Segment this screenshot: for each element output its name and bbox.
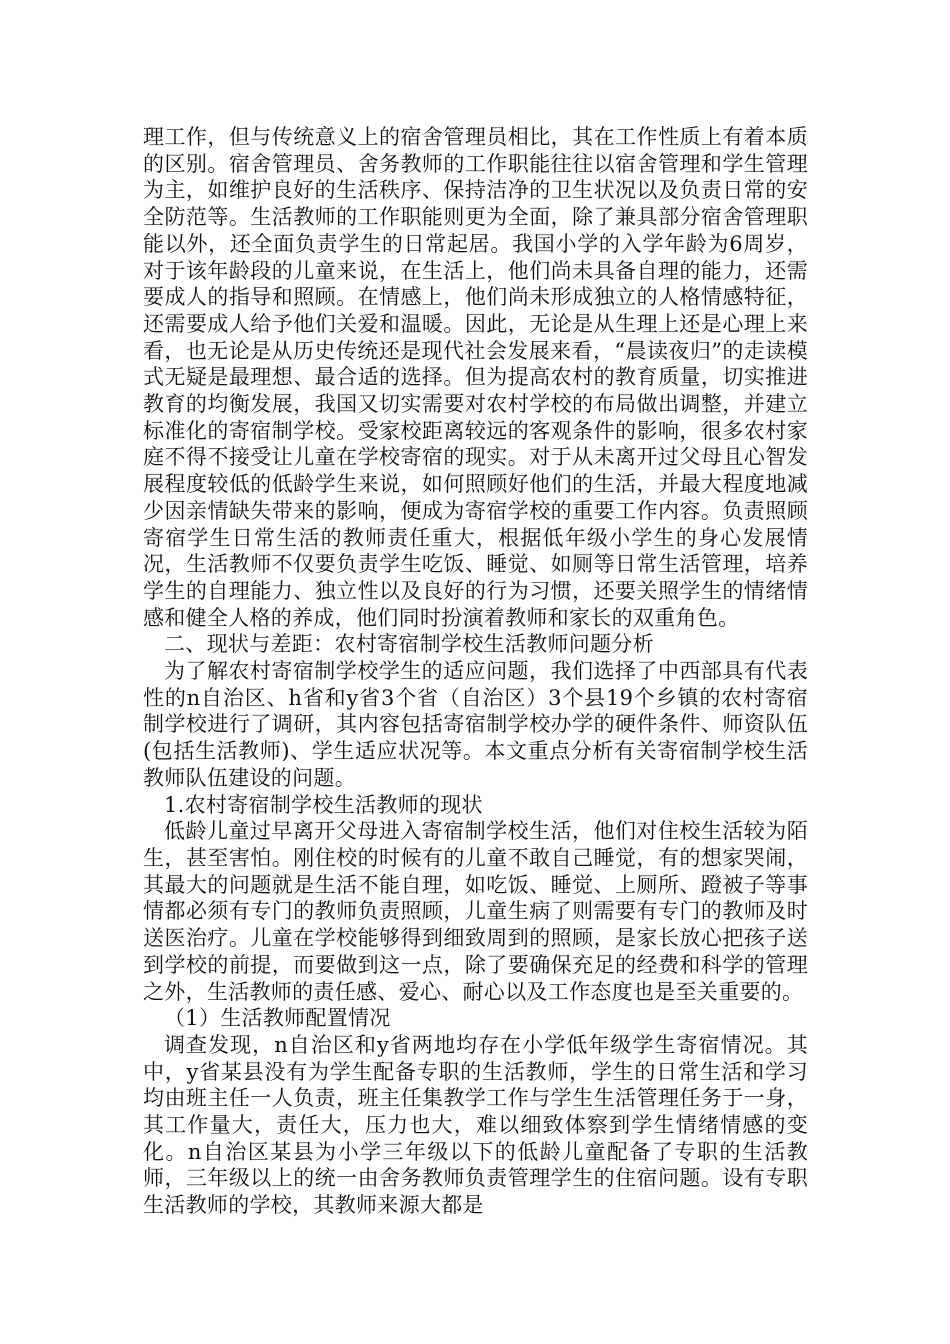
body-paragraph-1: 理工作，但与传统意义上的宿舍管理员相比，其在工作性质上有着本质的区别。宿舍管理员、舍务教师的工作职能往往以宿舍管理和学生管理为主，如维护良好的生活秩序、保持洁净的卫生状况以及负责日常的安全防范等。生活教师的工作职能则更为全面，除了兼具部分宿舍管理职能以外，还全面负责学生的日常起居。我国小学的入学年龄为6周岁，对于该年龄段的儿童来说，在生活上，他们尚未具备自理的能力，还需要成人的指导和照顾。在情感上，他们尚未形成独立的人格情感特征，还需要成人给予他们关爱和温暖。因此，无论是从生理上还是心理上来看，也无论是从历史传统还是现代社会发展来看，“晨读夜归”的走读模式无疑是最理想、最合适的选择。但为提高农村的教育质量，切实推进教育的均衡发展，我国又切实需要对农村学校的布局做出调整，并建立标准化的寄宿制学校。受家校距离较远的客观条件的影响，很多农村家庭不得不接受让儿童在学校寄宿的现实。对于从未离开过父母且心智发展程度较低的低龄学生来说，如何照顾好他们的生活，并最大程度地减少因亲情缺失带来的影响，便成为寄宿学校的重要工作内容。负责照顾寄宿学生日常生活的教师责任重大，根据低年级小学生的身心发展情况，生活教师不仅要负责学生吃饭、睡觉、如厕等日常生活管理，培养学生的自理能力、独立性以及良好的行为习惯，还要关照学生的情绪情感和健全人格的养成，他们同时扮演着教师和家长的双重角色。 [143,125,808,630]
subsection-heading-1: 1.农村寄宿制学校生活教师的现状 [164,792,483,817]
body-paragraph-2: 为了解农村寄宿制学校学生的适应问题，我们选择了中西部具有代表性的n自治区、h省和y省3个省（自治区）3个县19个乡镇的农村寄宿制学校进行了调研，其内容包括寄宿制学校办学的硬件条件、师资队伍(包括生活教师)、学生适应状况等。本文重点分析有关寄宿制学校生活教师队伍建设的问题。 [143,659,808,790]
body-paragraph-4: 调查发现，n自治区和y省两地均存在小学低年级学生寄宿情况。其中，y省某县没有为学生配备专职的生活教师，学生的日常生活和学习均由班主任一人负责，班主任集教学工作与学生生活管理任务于一身，其工作量大，责任大，压力也大，难以细致体察到学生情绪情感的变化。n自治区某县为小学三年级以下的低龄儿童配备了专职的生活教师，三年级以上的统一由舍务教师负责管理学生的住宿问题。设有专职生活教师的学校，其教师来源大都是 [143,1032,808,1218]
document-body [143,124,808,1219]
section-heading-2: 二、现状与差距：农村寄宿制学校生活教师问题分析 [164,632,654,657]
subsection-heading-1-1: （1）生活教师配置情况 [164,1006,391,1031]
body-paragraph-3: 低龄儿童过早离开父母进入寄宿制学校生活，他们对住校生活较为陌生，甚至害怕。刚住校的时候有的儿童不敢自己睡觉，有的想家哭闹，其最大的问题就是生活不能自理，如吃饭、睡觉、上厕所、蹬被子等事情都必须有专门的教师负责照顾，儿童生病了则需要有专门的教师及时送医治疗。儿童在学校能够得到细致周到的照顾，是家长放心把孩子送到学校的前提，而要做到这一点，除了要确保充足的经费和科学的管理之外，生活教师的责任感、爱心、耐心以及工作态度也是至关重要的。 [143,819,808,1004]
